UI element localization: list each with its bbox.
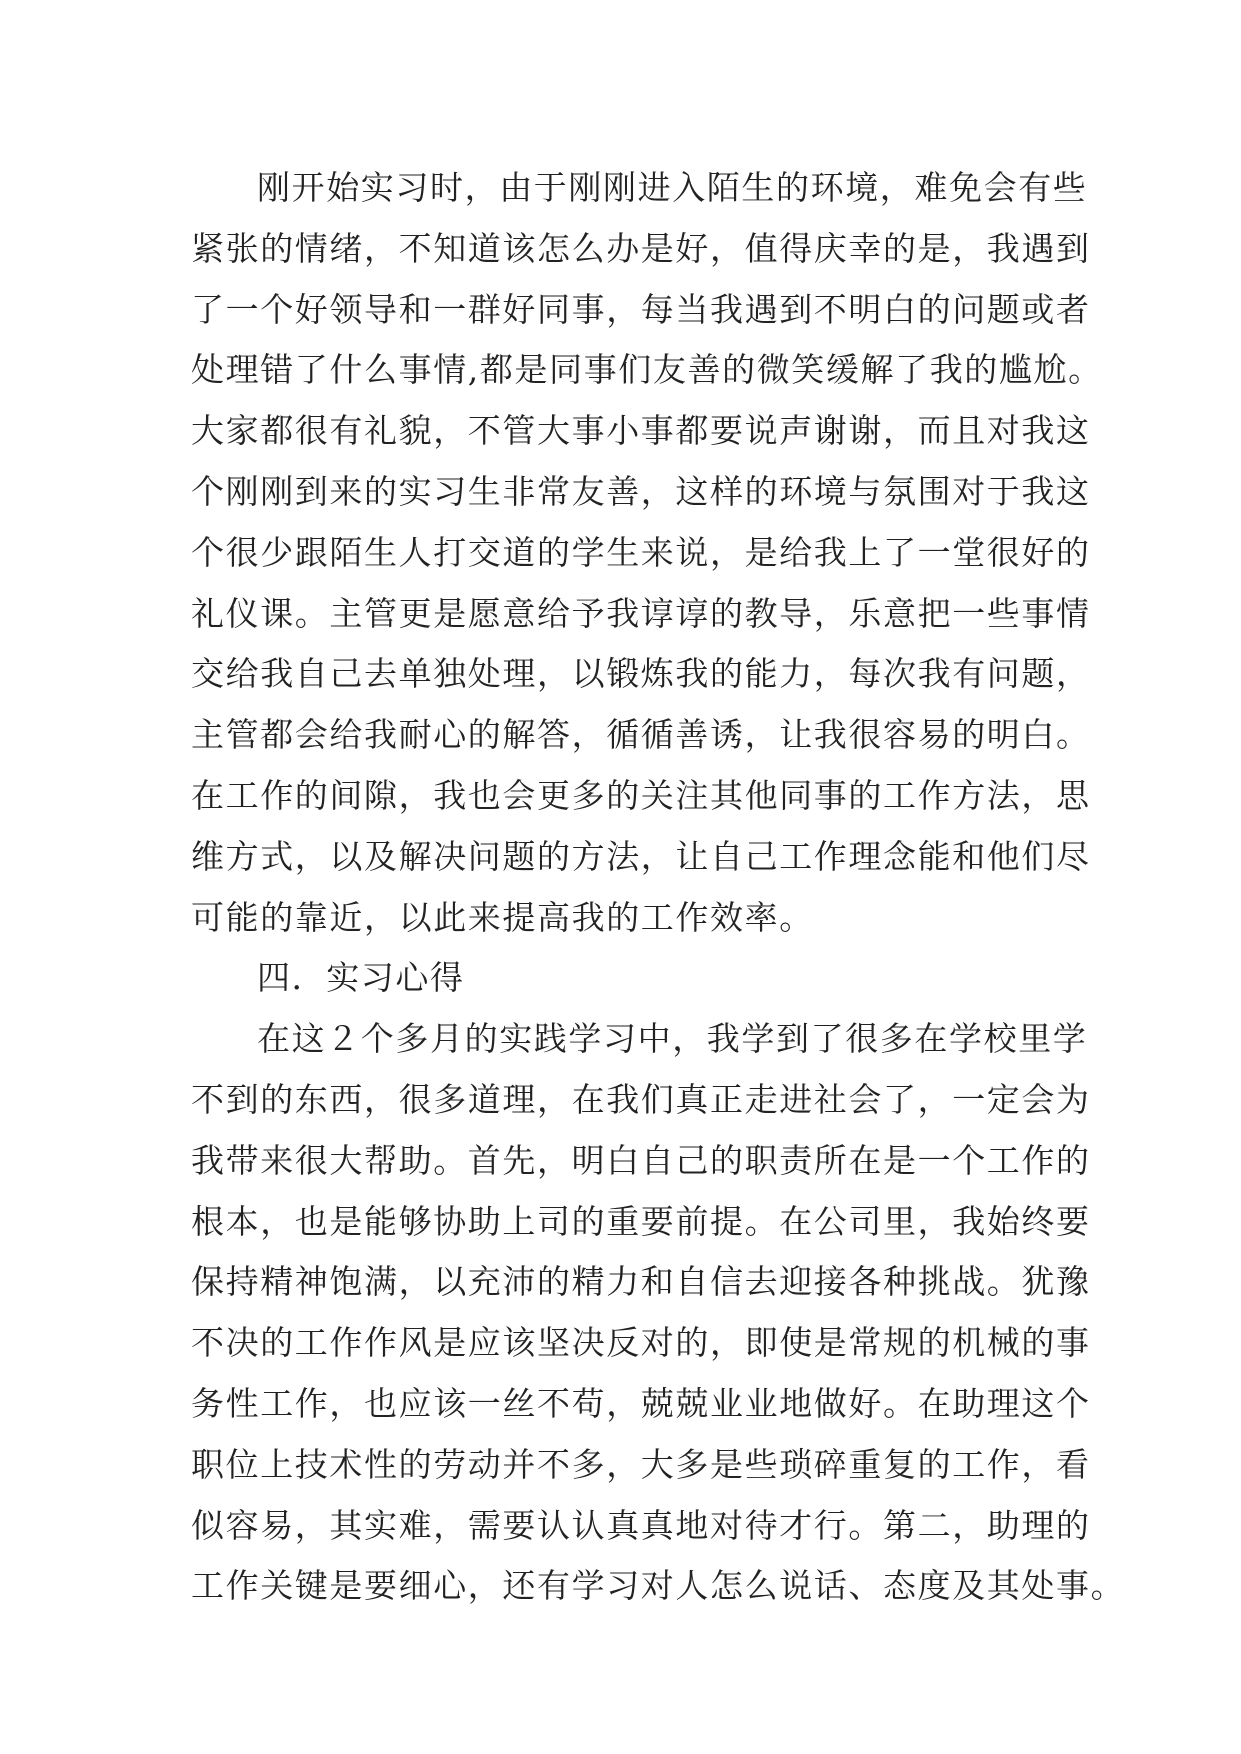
text-line: 根本，也是能够协助上司的重要前提。在公司里，我始终要 (191, 1201, 1091, 1241)
text-line: 个很少跟陌生人打交道的学生来说，是给我上了一堂很好的 (191, 532, 1091, 572)
text-line: 似容易，其实难，需要认认真真地对待才行。第二，助理的 (191, 1505, 1091, 1545)
text-line: 职位上技术性的劳动并不多，大多是些琐碎重复的工作，看 (191, 1444, 1091, 1484)
text-line: 了一个好领导和一群好同事，每当我遇到不明白的问题或者 (191, 289, 1091, 329)
text-line: 可能的靠近，以此来提高我的工作效率。 (191, 897, 814, 937)
text-line: 交给我自己去单独处理，以锻炼我的能力，每次我有问题， (191, 654, 1091, 694)
text-line: 维方式，以及解决问题的方法，让自己工作理念能和他们尽 (191, 836, 1091, 876)
text-line: 我带来很大帮助。首先，明白自己的职责所在是一个工作的 (191, 1140, 1091, 1180)
text-line: 主管都会给我耐心的解答，循循善诱，让我很容易的明白。 (191, 715, 1091, 755)
text-line: 大家都很有礼貌，不管大事小事都要说声谢谢，而且对我这 (191, 411, 1091, 451)
text-line: 务性工作，也应该一丝不苟，兢兢业业地做好。在助理这个 (191, 1383, 1091, 1423)
text-line: 四．实习心得 (257, 958, 465, 998)
text-line: 不决的工作作风是应该坚决反对的，即使是常规的机械的事 (191, 1323, 1091, 1363)
text-line: 处理错了什么事情,都是同事们友善的微笑缓解了我的尴尬。 (191, 350, 1103, 390)
text-line: 工作关键是要细心，还有学习对人怎么说话、态度及其处事。 (191, 1566, 1126, 1606)
body-text (191, 158, 1126, 1617)
text-line: 在这２个多月的实践学习中，我学到了很多在学校里学 (257, 1019, 1088, 1059)
text-line: 礼仪课。主管更是愿意给予我谆谆的教导，乐意把一些事情 (191, 593, 1091, 633)
text-line: 紧张的情绪，不知道该怎么办是好，值得庆幸的是，我遇到 (191, 228, 1091, 268)
text-line: 刚开始实习时，由于刚刚进入陌生的环境，难免会有些 (257, 168, 1088, 207)
text-line: 不到的东西，很多道理，在我们真正走进社会了，一定会为 (191, 1079, 1091, 1119)
text-line: 个刚刚到来的实习生非常友善，这样的环境与氛围对于我这 (191, 471, 1091, 511)
text-line: 保持精神饱满，以充沛的精力和自信去迎接各种挑战。犹豫 (191, 1262, 1091, 1302)
text-line: 在工作的间隙，我也会更多的关注其他同事的工作方法，思 (191, 775, 1091, 815)
